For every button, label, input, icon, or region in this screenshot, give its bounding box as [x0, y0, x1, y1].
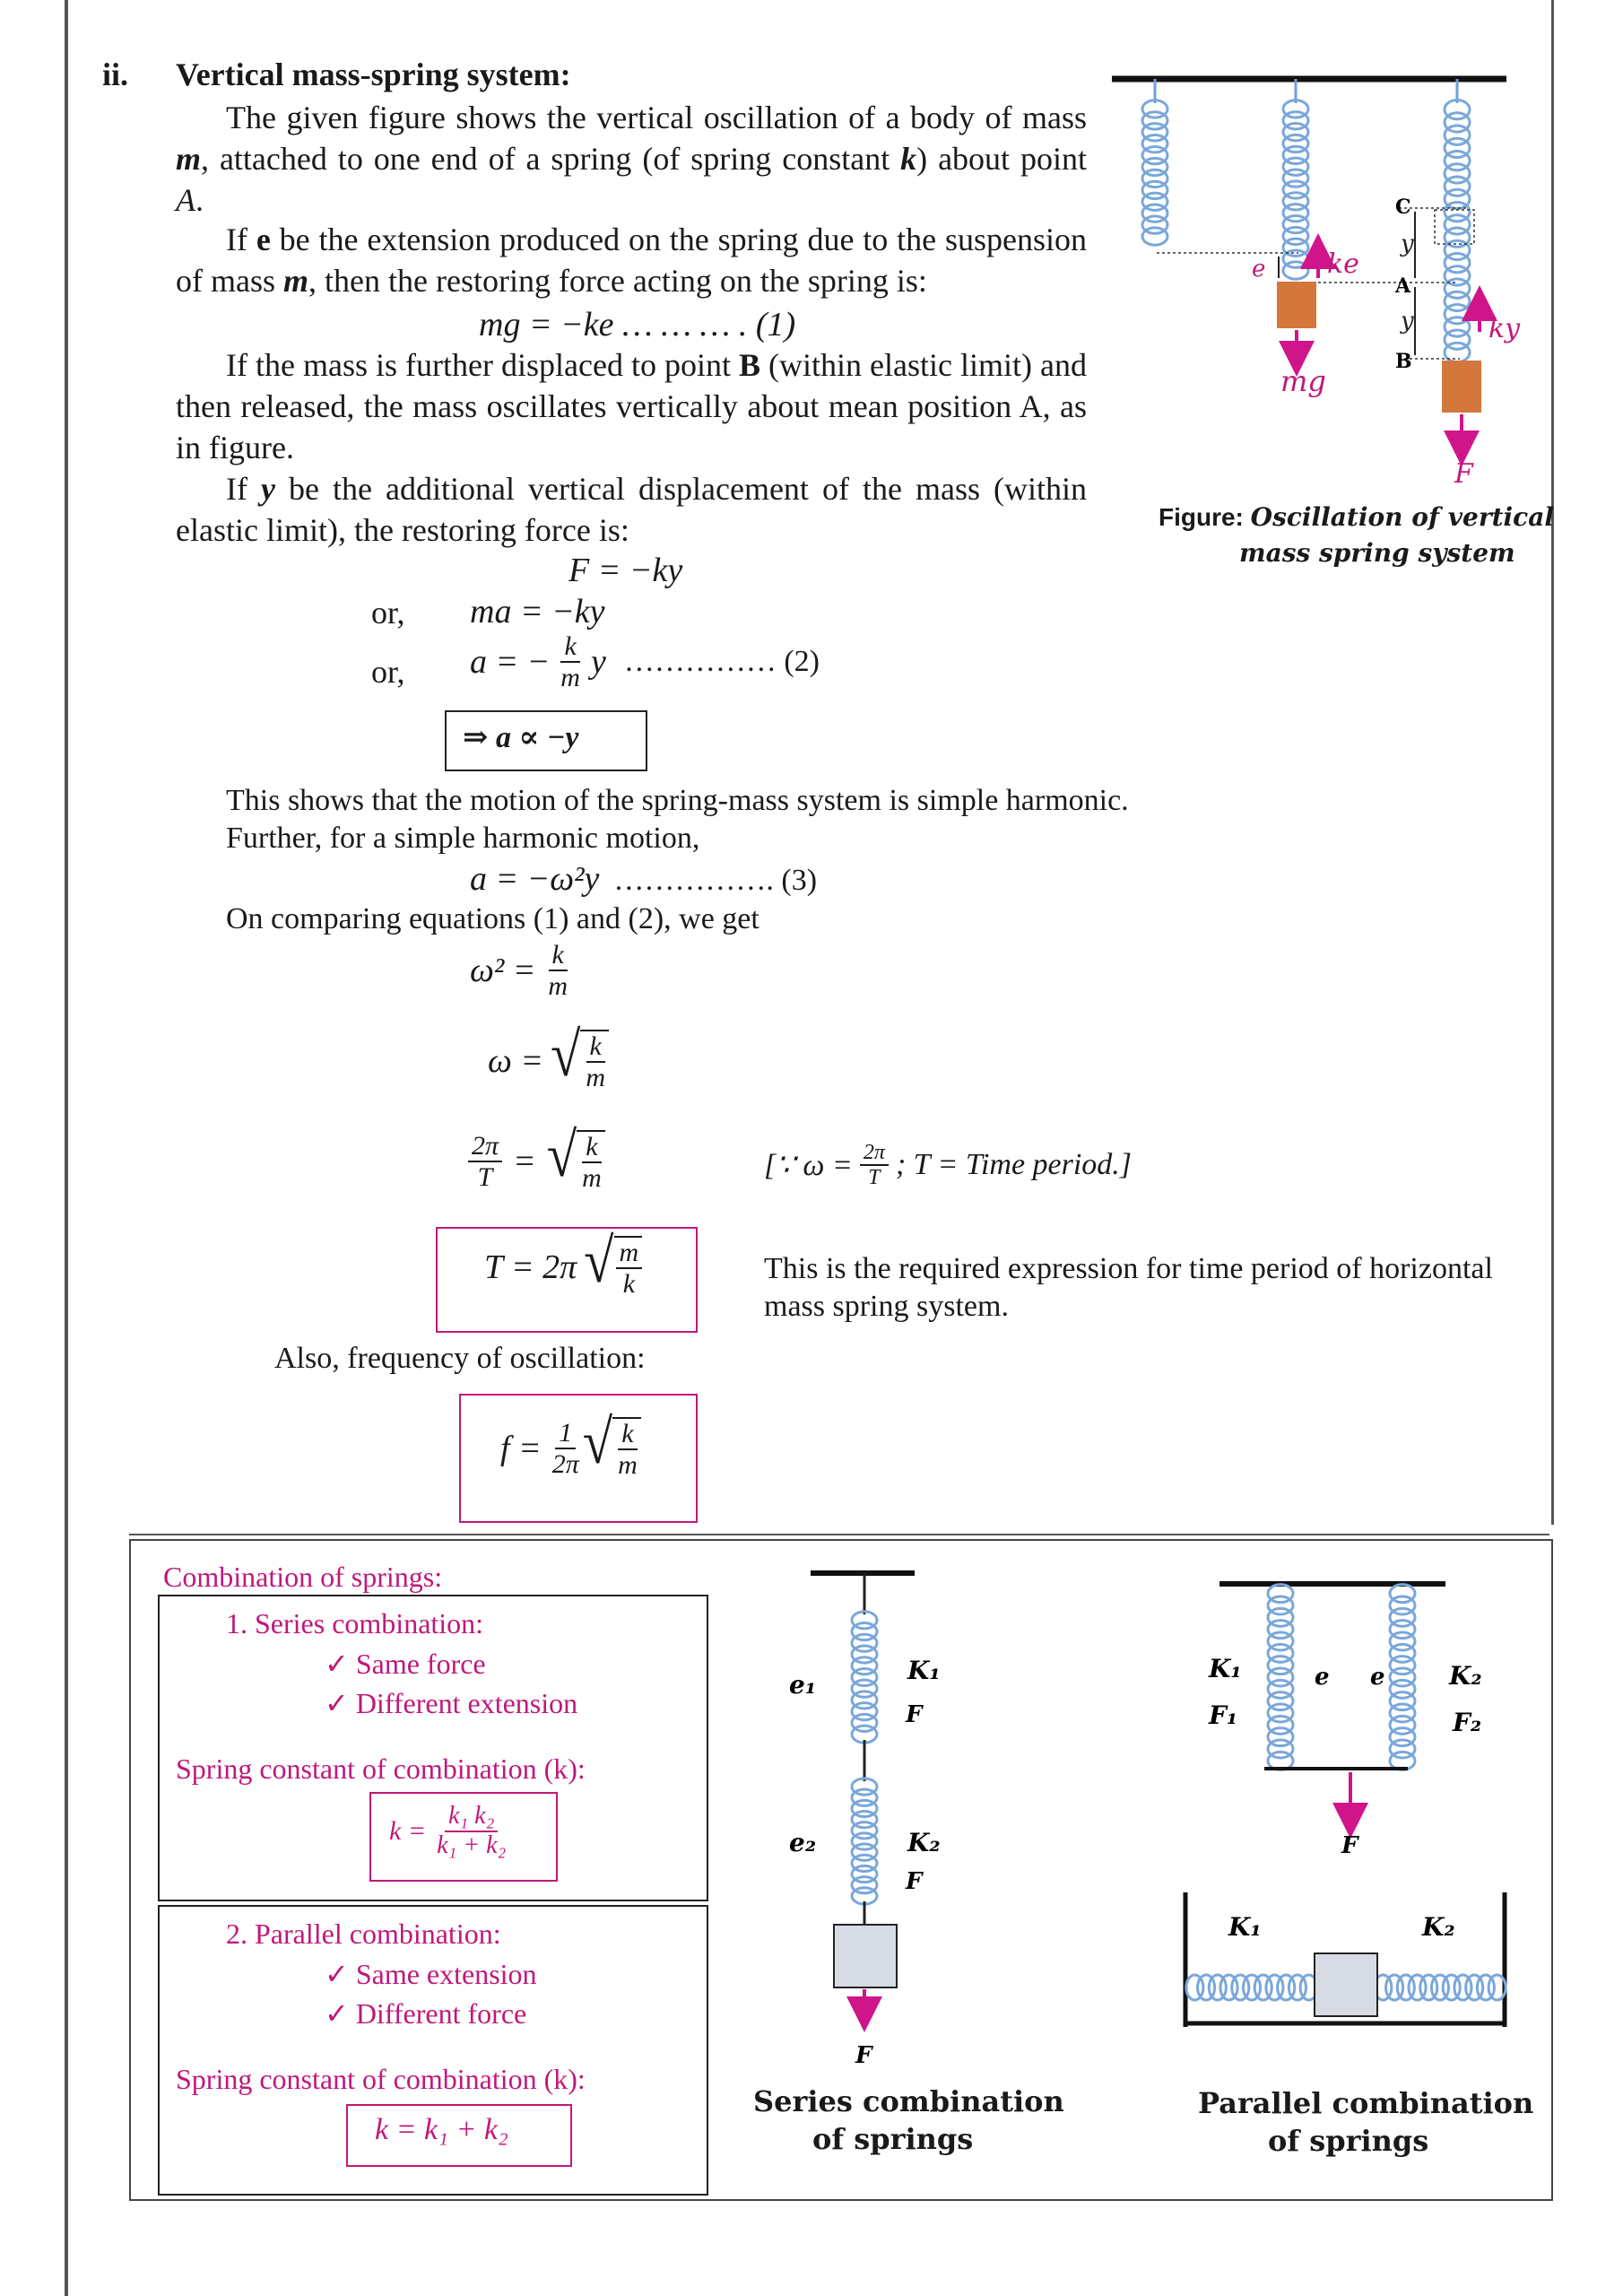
- section-title: Vertical mass-spring system:: [176, 57, 571, 92]
- time-period-relation: $\frac{2\pi}{T}$ = √ $\frac{k}{m}$: [468, 1130, 605, 1193]
- label-e: e: [1252, 256, 1266, 283]
- parallel-heading: 2. Parallel combination:: [226, 1918, 501, 1950]
- section-number: ii.: [102, 57, 129, 92]
- label-F: F: [1454, 458, 1473, 490]
- series-label-K1: K₁: [907, 1656, 941, 1685]
- figure-caption-line2: mass spring system: [1239, 538, 1515, 568]
- equation-2: a = − $\frac{k}{m}$ y …………… (2): [470, 631, 820, 692]
- parallel-point-different-force: ✓ Different force: [325, 1997, 527, 2030]
- parallel-label-F: F: [1341, 1832, 1358, 1859]
- label-y-upper: y: [1401, 230, 1414, 257]
- parallel-label-K1: K₁: [1209, 1654, 1242, 1683]
- vertical-spring-figure: [1103, 63, 1521, 511]
- series-label-F3: F: [855, 2042, 872, 2069]
- spring-coil: [1283, 262, 1308, 279]
- parallel-mass: [1315, 1953, 1377, 2016]
- parallel-label-e2: e: [1370, 1664, 1385, 1691]
- parallel-caption-2: of springs: [1268, 2124, 1429, 2158]
- parallel-spring-figure: [1175, 1561, 1533, 2063]
- series-caption-1: Series combination: [753, 2084, 1064, 2118]
- paragraph-additional: If y be the additional vertical displacement of the mass (within elastic limit), the restoring force is:: [176, 471, 1087, 548]
- series-label-e2: e₂: [789, 1828, 817, 1857]
- page-left-border: [65, 0, 68, 2296]
- equation-3: a = −ω²y ……………. (3): [470, 860, 818, 898]
- shm-further: Further, for a simple harmonic motion,: [226, 822, 700, 855]
- series-spring-figure: [753, 1561, 1022, 2069]
- paragraph-displacement: If the mass is further displaced to point B (within elastic limit) and then released, the mass oscillates vertically about mean position A, as in figure.: [176, 347, 1087, 465]
- series-label-F2: F: [906, 1868, 923, 1895]
- parallel-k-formula: k = k₁ + k₂: [375, 2113, 508, 2146]
- equation-restoring-force: F = −ky: [568, 552, 683, 589]
- figure-caption: Figure: Oscillation of vertical: [1159, 502, 1554, 532]
- label-C: C: [1395, 196, 1411, 219]
- parallel-label-F2: F₂: [1453, 1708, 1482, 1737]
- label-mg: mg: [1280, 364, 1326, 398]
- time-period-note: This is the required expression for time period of horizontal mass spring system.: [764, 1252, 1493, 1323]
- omega-squared-equation: ω² = $\frac{k}{m}$: [470, 940, 568, 1001]
- parallel-point-same-extension: ✓ Same extension: [325, 1958, 537, 1990]
- label-B: B: [1395, 350, 1412, 373]
- series-label-e1: e₁: [789, 1670, 817, 1700]
- series-label-K2: K₂: [907, 1828, 941, 1857]
- parallel-label-K2: K₂: [1449, 1661, 1482, 1691]
- parallel-k-label: Spring constant of combination (k):: [176, 2063, 586, 2095]
- frequency-formula: f = $\frac{1}{2\pi}$ √ $\frac{k}{m}$: [500, 1417, 641, 1480]
- series-label-F1: F: [906, 1701, 923, 1728]
- series-k-formula: k = $\frac{\text{k₁ k₂}}{\text{k₁ + k₂}}$: [389, 1802, 507, 1859]
- time-period-formula: T = 2π √ $\frac{m}{k}$: [484, 1236, 642, 1299]
- label-A: A: [1395, 274, 1411, 298]
- parallel-label-F1: F₁: [1209, 1700, 1238, 1730]
- parallel-label-K2-bottom: K₂: [1422, 1912, 1455, 1942]
- mass-block-2: [1442, 361, 1481, 413]
- label-ky: ky: [1488, 313, 1521, 344]
- or-label-1: or,: [371, 595, 405, 631]
- combination-title: Combination of springs:: [163, 1561, 443, 1593]
- frequency-label: Also, frequency of oscillation:: [274, 1342, 646, 1375]
- series-caption-2: of springs: [812, 2122, 974, 2156]
- omega-note: [∵ ω = $\frac{2\pi}{T}$ ; T = Time period.]: [764, 1141, 1133, 1190]
- proportionality-text: ⇒ a ∝ −y: [463, 721, 579, 754]
- spring-coil: [1142, 228, 1167, 245]
- or-label-2: or,: [371, 654, 405, 690]
- omega-equation: ω = √ $\frac{k}{m}$: [488, 1030, 609, 1092]
- mass-block-1: [1277, 282, 1316, 328]
- series-mass: [834, 1925, 897, 1987]
- label-ke: ke: [1327, 248, 1359, 280]
- paragraph-extension: If e be the extension produced on the spring due to the suspension of mass m, then the restoring force acting on the spring is:: [176, 222, 1087, 299]
- label-y-lower: y: [1401, 308, 1414, 335]
- parallel-caption-1: Parallel combination: [1198, 2086, 1534, 2120]
- paragraph-intro: The given figure shows the vertical oscillation of a body of mass m, attached to one end of a spring (of spring constant k) about point A.: [176, 100, 1087, 218]
- equation-1: mg = −ke … … … . (1): [479, 306, 796, 344]
- shm-statement: This shows that the motion of the spring-mass system is simple harmonic.: [226, 784, 1129, 817]
- series-k-label: Spring constant of combination (k):: [176, 1752, 586, 1785]
- series-point-different-extension: ✓ Different extension: [325, 1687, 578, 1719]
- series-heading: 1. Series combination:: [226, 1607, 484, 1639]
- comparing-text: On comparing equations (1) and (2), we get: [226, 902, 759, 935]
- combination-top-rule: [129, 1534, 1549, 1535]
- equation-ma: ma = −ky: [470, 593, 605, 631]
- series-point-same-force: ✓ Same force: [325, 1648, 486, 1680]
- parallel-label-K1-bottom: K₁: [1228, 1912, 1262, 1942]
- parallel-label-e1: e: [1315, 1664, 1330, 1691]
